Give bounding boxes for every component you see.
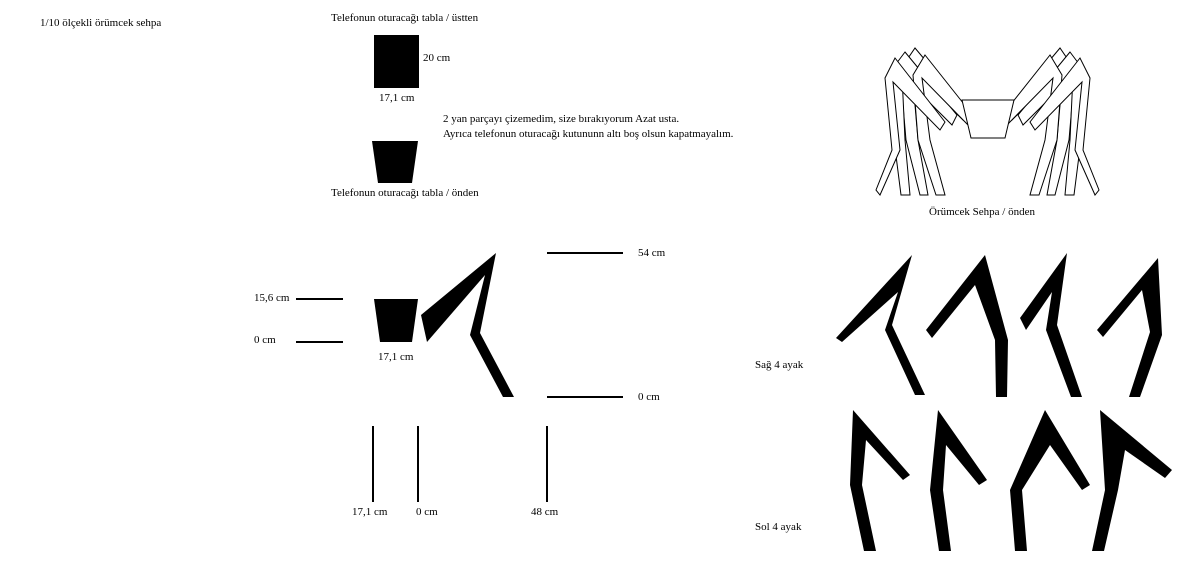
dim-x-left-label: 17,1 cm: [352, 506, 388, 518]
phone-tray-front-view: [372, 141, 418, 183]
dim-x-right-label: 48 cm: [531, 506, 559, 518]
left-legs-label: Sol 4 ayak: [755, 521, 802, 533]
right-legs-group: [836, 253, 1162, 397]
left-leg-3: [1010, 410, 1090, 551]
side-view-leg: [421, 253, 514, 397]
dim-y-zero-left-label: 0 cm: [254, 334, 276, 346]
left-leg-4: [1092, 410, 1172, 551]
right-leg-1: [836, 255, 925, 395]
side-view-tray: [374, 299, 418, 342]
dim-y-top-left-label: 15,6 cm: [254, 292, 290, 304]
right-leg-4: [1097, 258, 1162, 397]
left-legs-group: [850, 410, 1172, 551]
phone-top-width-label: 17,1 cm: [379, 92, 415, 104]
dim-y-zero-right-label: 0 cm: [638, 391, 660, 403]
right-legs-label: Sağ 4 ayak: [755, 359, 804, 371]
right-leg-3: [1020, 253, 1082, 397]
note-line-2: Ayrıca telefonun oturacağı kutununn altı boş olsun kapatmayalım.: [443, 128, 734, 140]
phone-top-caption: Telefonun oturacağı tabla / üstten: [331, 12, 479, 24]
left-leg-2: [930, 410, 987, 551]
dim-x-zero-label: 0 cm: [416, 506, 438, 518]
right-leg-2: [926, 255, 1008, 397]
spider-front-caption: Örümcek Sehpa / önden: [929, 206, 1035, 218]
dim-y-top-right-label: 54 cm: [638, 247, 666, 259]
phone-tray-top-view: [374, 35, 419, 88]
tray-width-label: 17,1 cm: [378, 351, 414, 363]
phone-front-caption: Telefonun oturacağı tabla / önden: [331, 187, 479, 199]
note-line-1: 2 yan parçayı çizemedim, size bırakıyorum Azat usta.: [443, 113, 680, 125]
phone-top-height-label: 20 cm: [423, 52, 451, 64]
left-leg-1: [850, 410, 910, 551]
spider-table-front-view: [876, 48, 1099, 195]
sheet-title: 1/10 ölçekli örümcek sehpa: [40, 17, 162, 29]
